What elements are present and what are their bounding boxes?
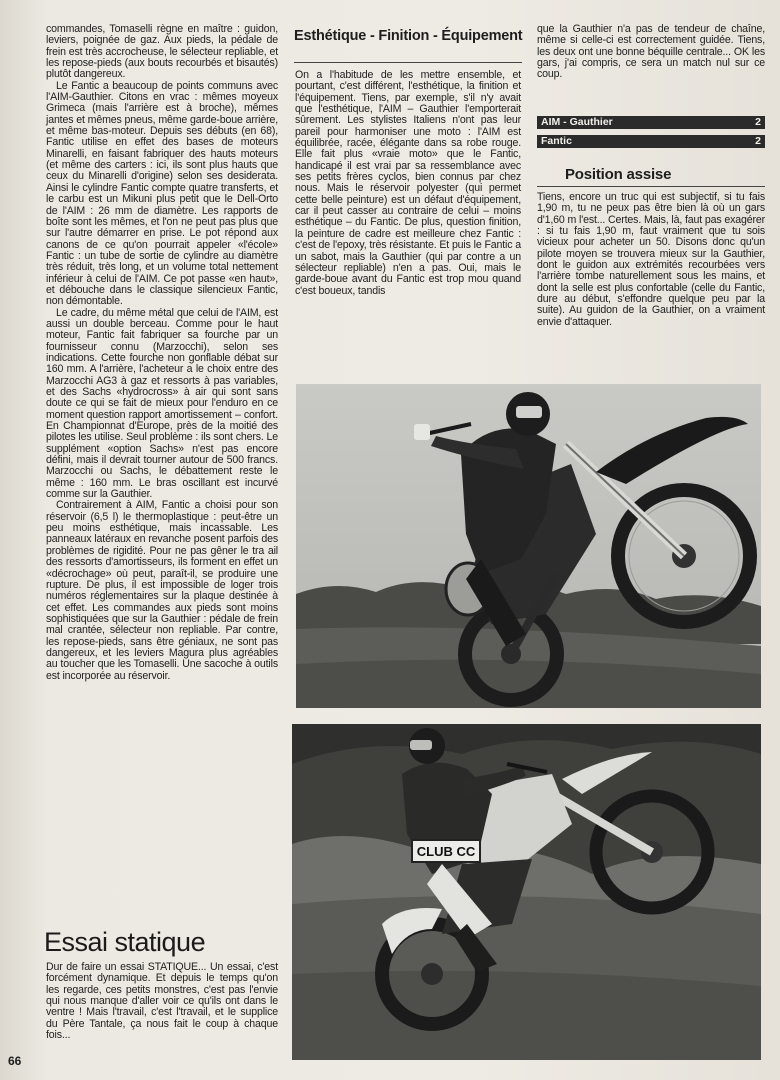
paragraph: Dur de faire un essai STATIQUE... Un essai, c'est forcément dynamique. Et depuis le temps qu'on les regarde, ces petits monstres, c'est pas l'envie qui nous manque d'aller voir ce qu'ils ont dans le ventre ! Mais l'travail, c'est l'travail, et le supplice du Père Tantale, ça nous fait le coup à chaque fois... bbox=[46, 961, 278, 1042]
paragraph: On a l'habitude de les mettre ensemble, et pourtant, c'est différent, l'esthétique, la finition et l'équipement. Tiens, par exemple, s'il n'y avait que l'esthétique, l'AIM – Gauthier l'emporterait sûrement. Les stylistes Italiens n'ont pas leur pareil pour harmoniser une moto : l'AIM est équilibrée, racée, élégante dans sa robe rouge. Elle fait plus «vraie moto» que le Fantic, handicapé il est vrai par sa ressemblance avec ses petits frères cyclos, bien connus par chez nous. Mais le réservoir polyester (qui permet cette belle peinture) est un défaut d'équipement, car il peut casser au contraire de celui – moins esthétique – du Fantic. De plus, question finition, la peinture de cadre est meilleure chez Fantic : c'est de l'epoxy, très résistante. Et puis le Fantic a un sabot, mais la Gauthier (qui par contre a un sélecteur repliable) n'en a pas. Oui, mais le garde-boue avant du Fantic est trop mou quand c'est boueux, tandis bbox=[295, 69, 521, 297]
paragraph: Tiens, encore un truc qui est subjectif, si tu fais 1,90 m, tu ne peux pas être bien là où un gars d'1,60 m l'est... Certes. Mais, là, faut pas exagérer : si tu fais 1,90 m, faut vraiment que tu sois vicieux pour acheter un 50. Disons donc qu'un pilote moyen se trouvera mieux sur la Gauthier, dont le guidon aux extrémités recourbées vers l'arrière tombe naturellement sous les mains, et dont la selle est plus confortable (celle du Fantic, dure au début, s'effondre quelque peu par la suite). Au guidon de la Gauthier, on a vraiment envie d'attaquer. bbox=[537, 191, 765, 328]
section-heading-esthetique: Esthétique - Finition - Équipement bbox=[294, 28, 523, 44]
paragraph: que la Gauthier n'a pas de tendeur de chaîne, même si celle-ci est correctement guidée. Tiens, les deux ont une bonne béquille centrale... OK les gars, j'ai compris, ce sera un match nul sur ce coup. bbox=[537, 23, 765, 81]
page-number: 66 bbox=[8, 1054, 22, 1068]
essai-statique-text bbox=[46, 962, 278, 1041]
score-bar-fantic bbox=[537, 135, 765, 148]
score-value: 2 bbox=[755, 116, 761, 128]
section-heading-position-assise: Position assise bbox=[565, 166, 672, 183]
article-column-left bbox=[46, 24, 278, 682]
heading-rule bbox=[294, 62, 522, 63]
section-heading-essai-statique: Essai statique bbox=[44, 927, 206, 957]
paragraph: Le Fantic a beaucoup de points communs avec l'AIM-Gauthier. Citons en vrac : mêmes moyeux Grimeca (mais l'arrière est à broche), mêmes jantes et mêmes pneus, même garde-boue arrière, et même bas-moteur. Depuis ses débuts (en 68), Fantic utilise en effet des bases de moteurs Minarelli, en faisant fabriquer des hauts moteurs (et même des carters : ici, ils sont plus hauts que ceux du Minarelli d'origine) selon ses desiderata. Ainsi le cylindre Fantic compte quatre transferts, et le carbu est un Mikuni plus petit que le Dell-Orto de l'AIM : 26 mm de diamètre. Les rapports de boîte sont les mêmes, et l'on ne peut pas plus que sur l'autre démarrer en prise. Le pot répond aux canons de ce qu'on pourrait appeler «l'école» Fantic : un tube de sortie de cylindre au diamètre très réduit, très long, et un volume total nettement inférieur à celui de l'AIM. Ce pot passe «en haut», et débouche dans le classique silencieux Fantic, non démontable. bbox=[46, 79, 278, 308]
paragraph: Contrairement à AIM, Fantic a choisi pour son réservoir (6,5 l) le thermoplastique : peut-être un peu moins esthétique, mais incassable. Les panneaux latéraux en revanche posent parfois des problèmes de rigidité. Pour ne pas gêner le tra ail des ressorts d'amortisseurs, ils forment en effet un «décrochage» où peut, paraît-il, se produire une rupture. De plus, il est impossible de loger trois numéros réglementaires sur la plaque destinée à cet effet. Les commandes aux pieds sont moins sophistiquées que sur la Gauthier : pédale de frein mal crantée, sélecteur non repliable. Par contre, les repose-pieds, sans être géniaux, ne sont pas dangereux, et les leviers Magura plus agréables au toucher que les Tomaselli. Une sacoche à outils est incorporée au réservoir. bbox=[46, 499, 278, 682]
article-column-middle bbox=[295, 70, 521, 297]
score-name: AIM - Gauthier bbox=[541, 116, 613, 128]
score-name: Fantic bbox=[541, 135, 572, 147]
paragraph: commandes, Tomaselli règne en maître : guidon, leviers, poignée de gaz. Aux pieds, la pédale de frein est très accrocheuse, le sélecteur repliable, et les repose-pieds (aux bouts recourbés et bisautés) plutôt dangereux. bbox=[46, 23, 278, 81]
article-column-right-top bbox=[537, 24, 765, 81]
plate-text: CLUB CC bbox=[416, 844, 476, 859]
article-column-right bbox=[537, 192, 765, 328]
heading-rule bbox=[537, 186, 765, 187]
photo-club-cc-rider bbox=[292, 724, 761, 1060]
score-bar-aim-gauthier bbox=[537, 116, 765, 129]
score-value: 2 bbox=[755, 135, 761, 147]
photo-wheelie-rider bbox=[296, 384, 761, 708]
paragraph: Le cadre, du même métal que celui de l'AIM, est aussi un double berceau. Comme pour le haut moteur, Fantic fait fabriquer sa fourche par un fournisseur connu (Marzocchi), selon ses indications. Cette fourche non gonflable débat sur 160 mm. A l'arrière, l'acheteur a le choix entre des Marzocchi AG3 à gaz et ressorts à pas variables, et des Sachs «hydrocross» à air qui sont sans doute ce qui se fait de mieux pour l'enduro en ce moment question rapport amortissement – confort. En Championnat d'Europe, près de la moitié des pilotes les utilise. Seul problème : ils sont chers. Le supplément «option Sachs» n'est pas encore défini, mais il devrait tourner autour de 500 francs. Marzocchi ou Sachs, le débattement reste le même : 160 mm. Le bras oscillant est incurvé comme sur la Gauthier. bbox=[46, 306, 278, 501]
